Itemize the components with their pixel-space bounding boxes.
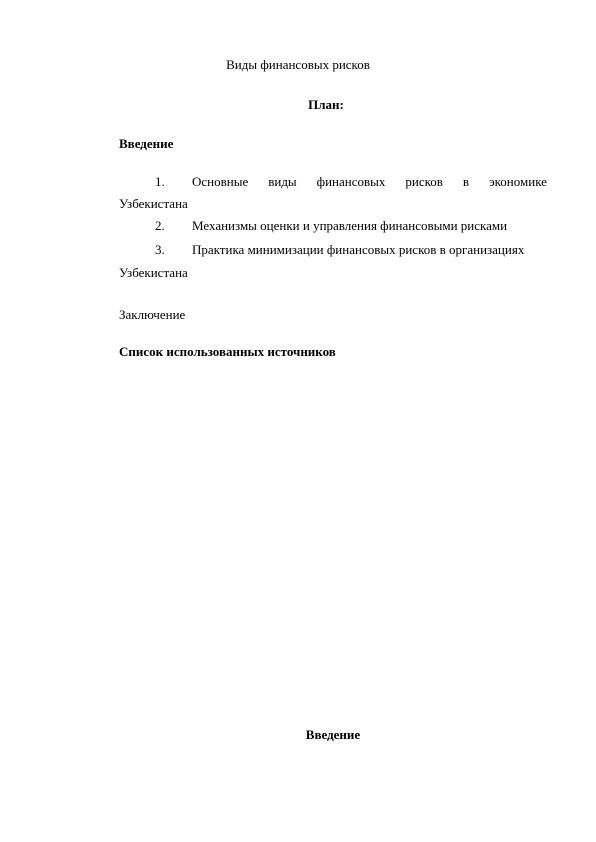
toc-item-1-word: Основные <box>192 174 249 189</box>
toc-introduction: Введение <box>119 136 174 151</box>
toc-item-3-text: Практика минимизации финансовых рисков в организациях <box>192 242 525 257</box>
toc-conclusion: Заключение <box>119 307 186 322</box>
toc-item-1-word: виды <box>268 174 297 189</box>
toc-item-1-word: экономике <box>489 174 547 189</box>
toc-item-1-text <box>192 175 547 188</box>
toc-item-3-continuation: Узбекистана <box>119 265 188 280</box>
section-heading-introduction: Введение <box>305 727 361 742</box>
plan-heading: План: <box>308 97 344 112</box>
toc-item-2-number: 2. <box>155 218 165 233</box>
toc-item-3-number: 3. <box>155 242 165 257</box>
document-title: Виды финансовых рисков <box>226 57 370 72</box>
toc-item-1-continuation: Узбекистана <box>119 196 188 211</box>
toc-item-1-number: 1. <box>155 174 165 189</box>
toc-sources: Список использованных источников <box>119 344 336 359</box>
toc-item-1-word: в <box>462 174 470 189</box>
toc-item-1-word: финансовых <box>316 174 386 189</box>
toc-item-1-word: рисков <box>405 174 443 189</box>
toc-item-2-text: Механизмы оценки и управления финансовыми рисками <box>192 218 508 233</box>
